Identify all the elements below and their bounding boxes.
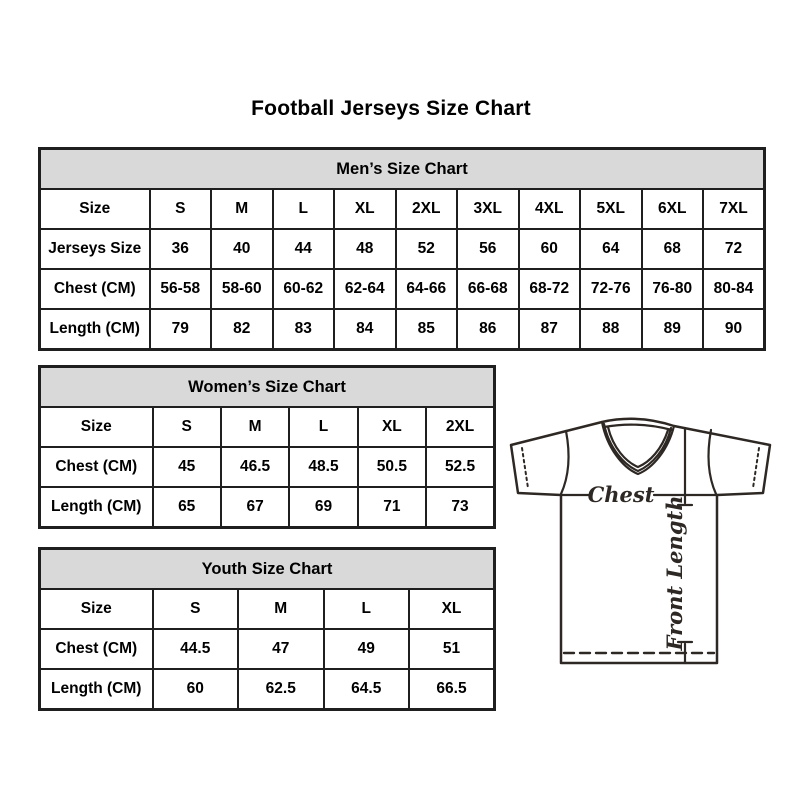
table-cell: 87 [519, 309, 581, 350]
table-cell: 62-64 [334, 269, 396, 309]
row-header-cell: Size [40, 589, 153, 629]
table-cell: 72 [703, 229, 765, 269]
womens-size-table-title: Women’s Size Chart [40, 367, 495, 408]
table-row [40, 447, 495, 487]
table-cell: 48 [334, 229, 396, 269]
row-header-cell: Chest (CM) [40, 629, 153, 669]
table-cell: 2XL [396, 189, 458, 229]
table-cell: 86 [457, 309, 519, 350]
table-cell: 88 [580, 309, 642, 350]
table-cell: 56 [457, 229, 519, 269]
table-cell: 62.5 [238, 669, 324, 710]
jersey-measurement-diagram [504, 400, 777, 690]
table-cell: 71 [358, 487, 426, 528]
table-cell: 44.5 [153, 629, 239, 669]
table-cell: 64.5 [324, 669, 410, 710]
table-cell: 84 [334, 309, 396, 350]
page-title: Football Jerseys Size Chart [251, 97, 531, 120]
table-cell: L [324, 589, 410, 629]
table-cell: 79 [150, 309, 212, 350]
table-cell: 90 [703, 309, 765, 350]
table-cell: 52 [396, 229, 458, 269]
table-cell: S [153, 589, 239, 629]
table-cell: 60 [519, 229, 581, 269]
table-cell: 67 [221, 487, 289, 528]
table-cell: S [150, 189, 212, 229]
table-cell: 60-62 [273, 269, 335, 309]
front-length-label: Front Length [662, 495, 687, 651]
table-row [40, 589, 495, 629]
jersey-outline [511, 419, 770, 663]
table-cell: 7XL [703, 189, 765, 229]
table-cell: 69 [289, 487, 357, 528]
table-cell: 5XL [580, 189, 642, 229]
table-cell: 68 [642, 229, 704, 269]
table-cell: 89 [642, 309, 704, 350]
table-cell: 3XL [457, 189, 519, 229]
chest-label: Chest [587, 482, 655, 507]
table-title-row [40, 367, 495, 408]
table-cell: 80-84 [703, 269, 765, 309]
row-header-cell: Chest (CM) [40, 269, 150, 309]
row-header-cell: Size [40, 407, 153, 447]
table-cell: XL [358, 407, 426, 447]
table-cell: 72-76 [580, 269, 642, 309]
table-cell: S [153, 407, 221, 447]
table-cell: 73 [426, 487, 494, 528]
table-cell: 82 [211, 309, 273, 350]
table-row [40, 487, 495, 528]
table-cell: M [238, 589, 324, 629]
table-cell: 66.5 [409, 669, 495, 710]
table-cell: 83 [273, 309, 335, 350]
table-cell: 50.5 [358, 447, 426, 487]
table-cell: 56-58 [150, 269, 212, 309]
table-row [40, 229, 765, 269]
row-header-cell: Length (CM) [40, 309, 150, 350]
table-cell: 47 [238, 629, 324, 669]
youth-size-chart-section [38, 547, 496, 711]
table-cell: 68-72 [519, 269, 581, 309]
row-header-cell: Chest (CM) [40, 447, 153, 487]
mens-size-chart-section [38, 147, 766, 351]
table-cell: L [289, 407, 357, 447]
table-cell: 36 [150, 229, 212, 269]
table-cell: 52.5 [426, 447, 494, 487]
table-cell: 76-80 [642, 269, 704, 309]
table-cell: XL [334, 189, 396, 229]
youth-size-table [38, 547, 496, 711]
table-cell: 51 [409, 629, 495, 669]
table-cell: 58-60 [211, 269, 273, 309]
table-cell: 85 [396, 309, 458, 350]
table-cell: 40 [211, 229, 273, 269]
table-cell: 4XL [519, 189, 581, 229]
row-header-cell: Length (CM) [40, 669, 153, 710]
table-row [40, 189, 765, 229]
table-cell: L [273, 189, 335, 229]
table-cell: 60 [153, 669, 239, 710]
table-cell: 46.5 [221, 447, 289, 487]
table-cell: 2XL [426, 407, 494, 447]
table-cell: 49 [324, 629, 410, 669]
womens-size-chart-section [38, 365, 496, 529]
table-cell: 64-66 [396, 269, 458, 309]
table-cell: 65 [153, 487, 221, 528]
table-cell: 44 [273, 229, 335, 269]
jersey-diagram-svg [504, 400, 777, 690]
table-cell: M [211, 189, 273, 229]
table-cell: 45 [153, 447, 221, 487]
row-header-cell: Jerseys Size [40, 229, 150, 269]
table-title-row [40, 149, 765, 190]
table-cell: M [221, 407, 289, 447]
table-cell: XL [409, 589, 495, 629]
womens-size-table [38, 365, 496, 529]
table-cell: 48.5 [289, 447, 357, 487]
table-row [40, 269, 765, 309]
table-cell: 66-68 [457, 269, 519, 309]
table-row [40, 309, 765, 350]
mens-size-table [38, 147, 766, 351]
row-header-cell: Size [40, 189, 150, 229]
table-row [40, 407, 495, 447]
table-row [40, 629, 495, 669]
row-header-cell: Length (CM) [40, 487, 153, 528]
table-cell: 6XL [642, 189, 704, 229]
youth-size-table-title: Youth Size Chart [40, 549, 495, 590]
table-row [40, 669, 495, 710]
mens-size-table-title: Men’s Size Chart [40, 149, 765, 190]
table-title-row [40, 549, 495, 590]
table-cell: 64 [580, 229, 642, 269]
